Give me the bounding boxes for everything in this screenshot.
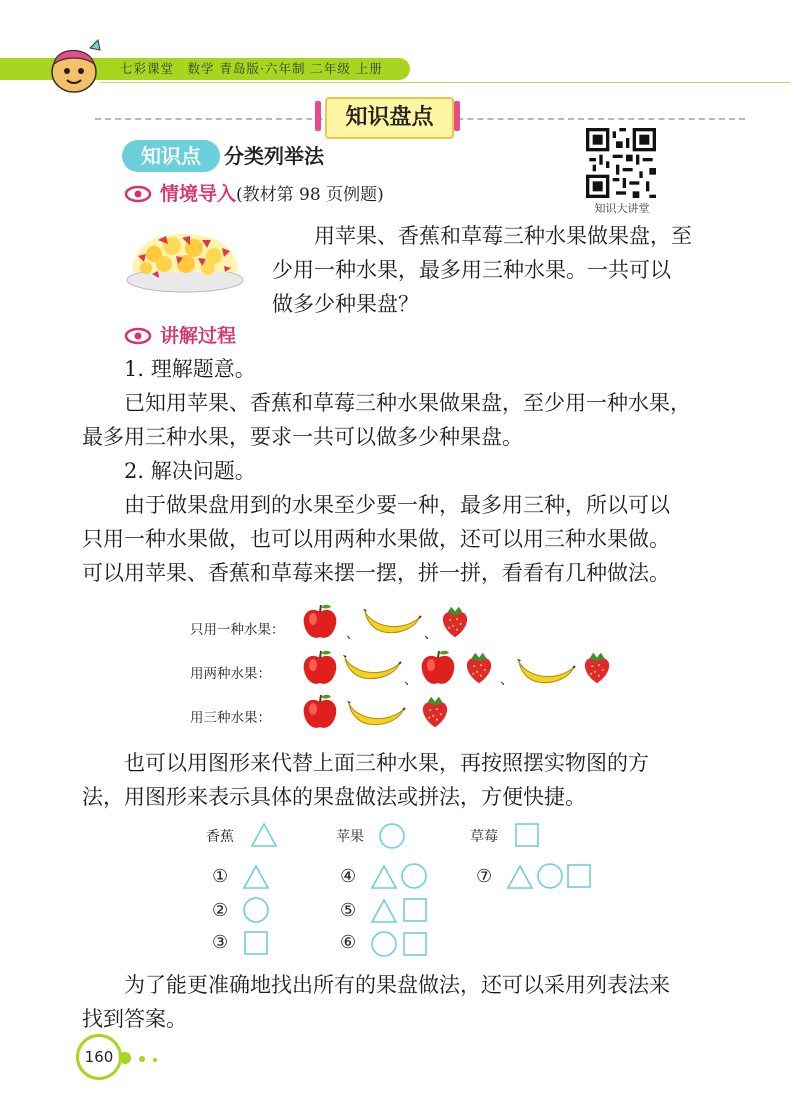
square-icon [243,930,269,956]
apple-icon [300,602,340,642]
para2-line-3: 可以用苹果、香蕉和草莓来摆一摆，拼一拼，看看有几种做法。 [82,561,670,585]
page-dots-decoration [118,1050,164,1066]
intro-line-2: 少用一种水果，最多用三种水果。一共可以 [272,258,671,282]
banana-icon [362,606,422,636]
strawberry-icon [416,692,454,732]
apple-icon [418,648,458,688]
explain-heading-row [160,322,236,351]
qr-label: 知识大讲堂 [594,202,650,215]
apple-icon [300,692,340,732]
knowledge-point-tag: 知识点 [122,140,220,172]
para4-line-1: 为了能更准确地找出所有的果盘做法，还可以采用列表法来 [124,973,670,997]
banana-icon [346,698,406,728]
legend-apple-label: 苹果 [336,829,364,845]
square-icon [402,931,428,957]
row-two-fruit-label: 用两种水果： [190,666,271,682]
legend-strawberry-label: 草莓 [470,829,498,845]
fruit-plate-illustration [124,226,246,296]
title-left-ornament [315,101,321,131]
combo-number-6: ⑥ [340,932,357,953]
eye-bullet-icon [124,184,152,204]
banana-icon [342,652,402,682]
header-rule [100,82,790,83]
apple-icon [300,648,340,688]
combo-number-5: ⑤ [340,900,357,921]
qr-code-icon[interactable] [586,128,656,198]
title-right-ornament [454,101,460,131]
triangle-icon [250,822,278,848]
square-icon [514,822,540,848]
row-three-fruit-label: 用三种水果： [190,710,271,726]
triangle-icon [506,864,534,890]
section-title: 知识盘点 [325,97,454,139]
circle-icon [370,930,398,958]
circle-icon [242,896,270,924]
page-number: 160 [76,1034,122,1080]
mascot-icon [40,38,104,94]
step-1: 1. 理解题意。 [124,357,256,381]
para1-line-2: 最多用三种水果，要求一共可以做多少种果盘。 [82,425,523,449]
triangle-icon [370,864,398,890]
combo-number-4: ④ [340,866,357,887]
combo-number-3: ③ [212,932,229,953]
explain-heading: 讲解过程 [160,325,237,347]
knowledge-point-title: 分类列举法 [224,144,324,168]
triangle-icon [370,898,398,924]
square-icon [402,897,428,923]
para2-line-1: 由于做果盘用到的水果至少要一种，最多用三种，所以可以 [124,493,670,517]
strawberry-icon [436,602,474,642]
step-2: 2. 解决问题。 [124,459,256,483]
intro-heading-row [160,180,384,209]
circle-icon [400,862,428,890]
separator: 、 [404,672,418,688]
para4-line-2: 找到答案。 [82,1007,187,1031]
strawberry-icon [460,648,498,688]
circle-icon [378,822,406,850]
intro-heading: 情境导入 [160,183,237,205]
legend-banana-label: 香蕉 [206,829,234,845]
separator: 、 [500,672,514,688]
square-icon [566,863,592,889]
circle-icon [536,862,564,890]
intro-line-1: 用苹果、香蕉和草莓三种水果做果盘，至 [314,224,692,248]
triangle-icon [242,864,270,890]
strawberry-icon [578,648,616,688]
para2-line-2: 只用一种水果做，也可以用两种水果做，还可以用三种水果做。 [82,527,670,551]
separator: 、 [424,626,438,642]
combo-number-7: ⑦ [476,866,493,887]
eye-bullet-icon [124,326,152,346]
separator: 、 [346,626,360,642]
row-one-fruit-label: 只用一种水果： [190,622,285,638]
para3-line-2: 法，用图形来表示具体的果盘做法或拼法，方便快捷。 [82,785,586,809]
para1-line-1: 已知用苹果、香蕉和草莓三种水果做果盘，至少用一种水果， [124,391,691,415]
para3-line-1: 也可以用图形来代替上面三种水果，再按照摆实物图的方 [124,751,649,775]
combo-number-2: ② [212,900,229,921]
intro-line-3: 做多少种果盘？ [272,292,419,316]
header-text: 七彩课堂 数学 青岛版·六年制 二年级 上册 [120,61,383,76]
banana-icon [516,656,576,686]
combo-number-1: ① [212,866,229,887]
intro-note: (教材第 98 页例题) [236,185,384,205]
